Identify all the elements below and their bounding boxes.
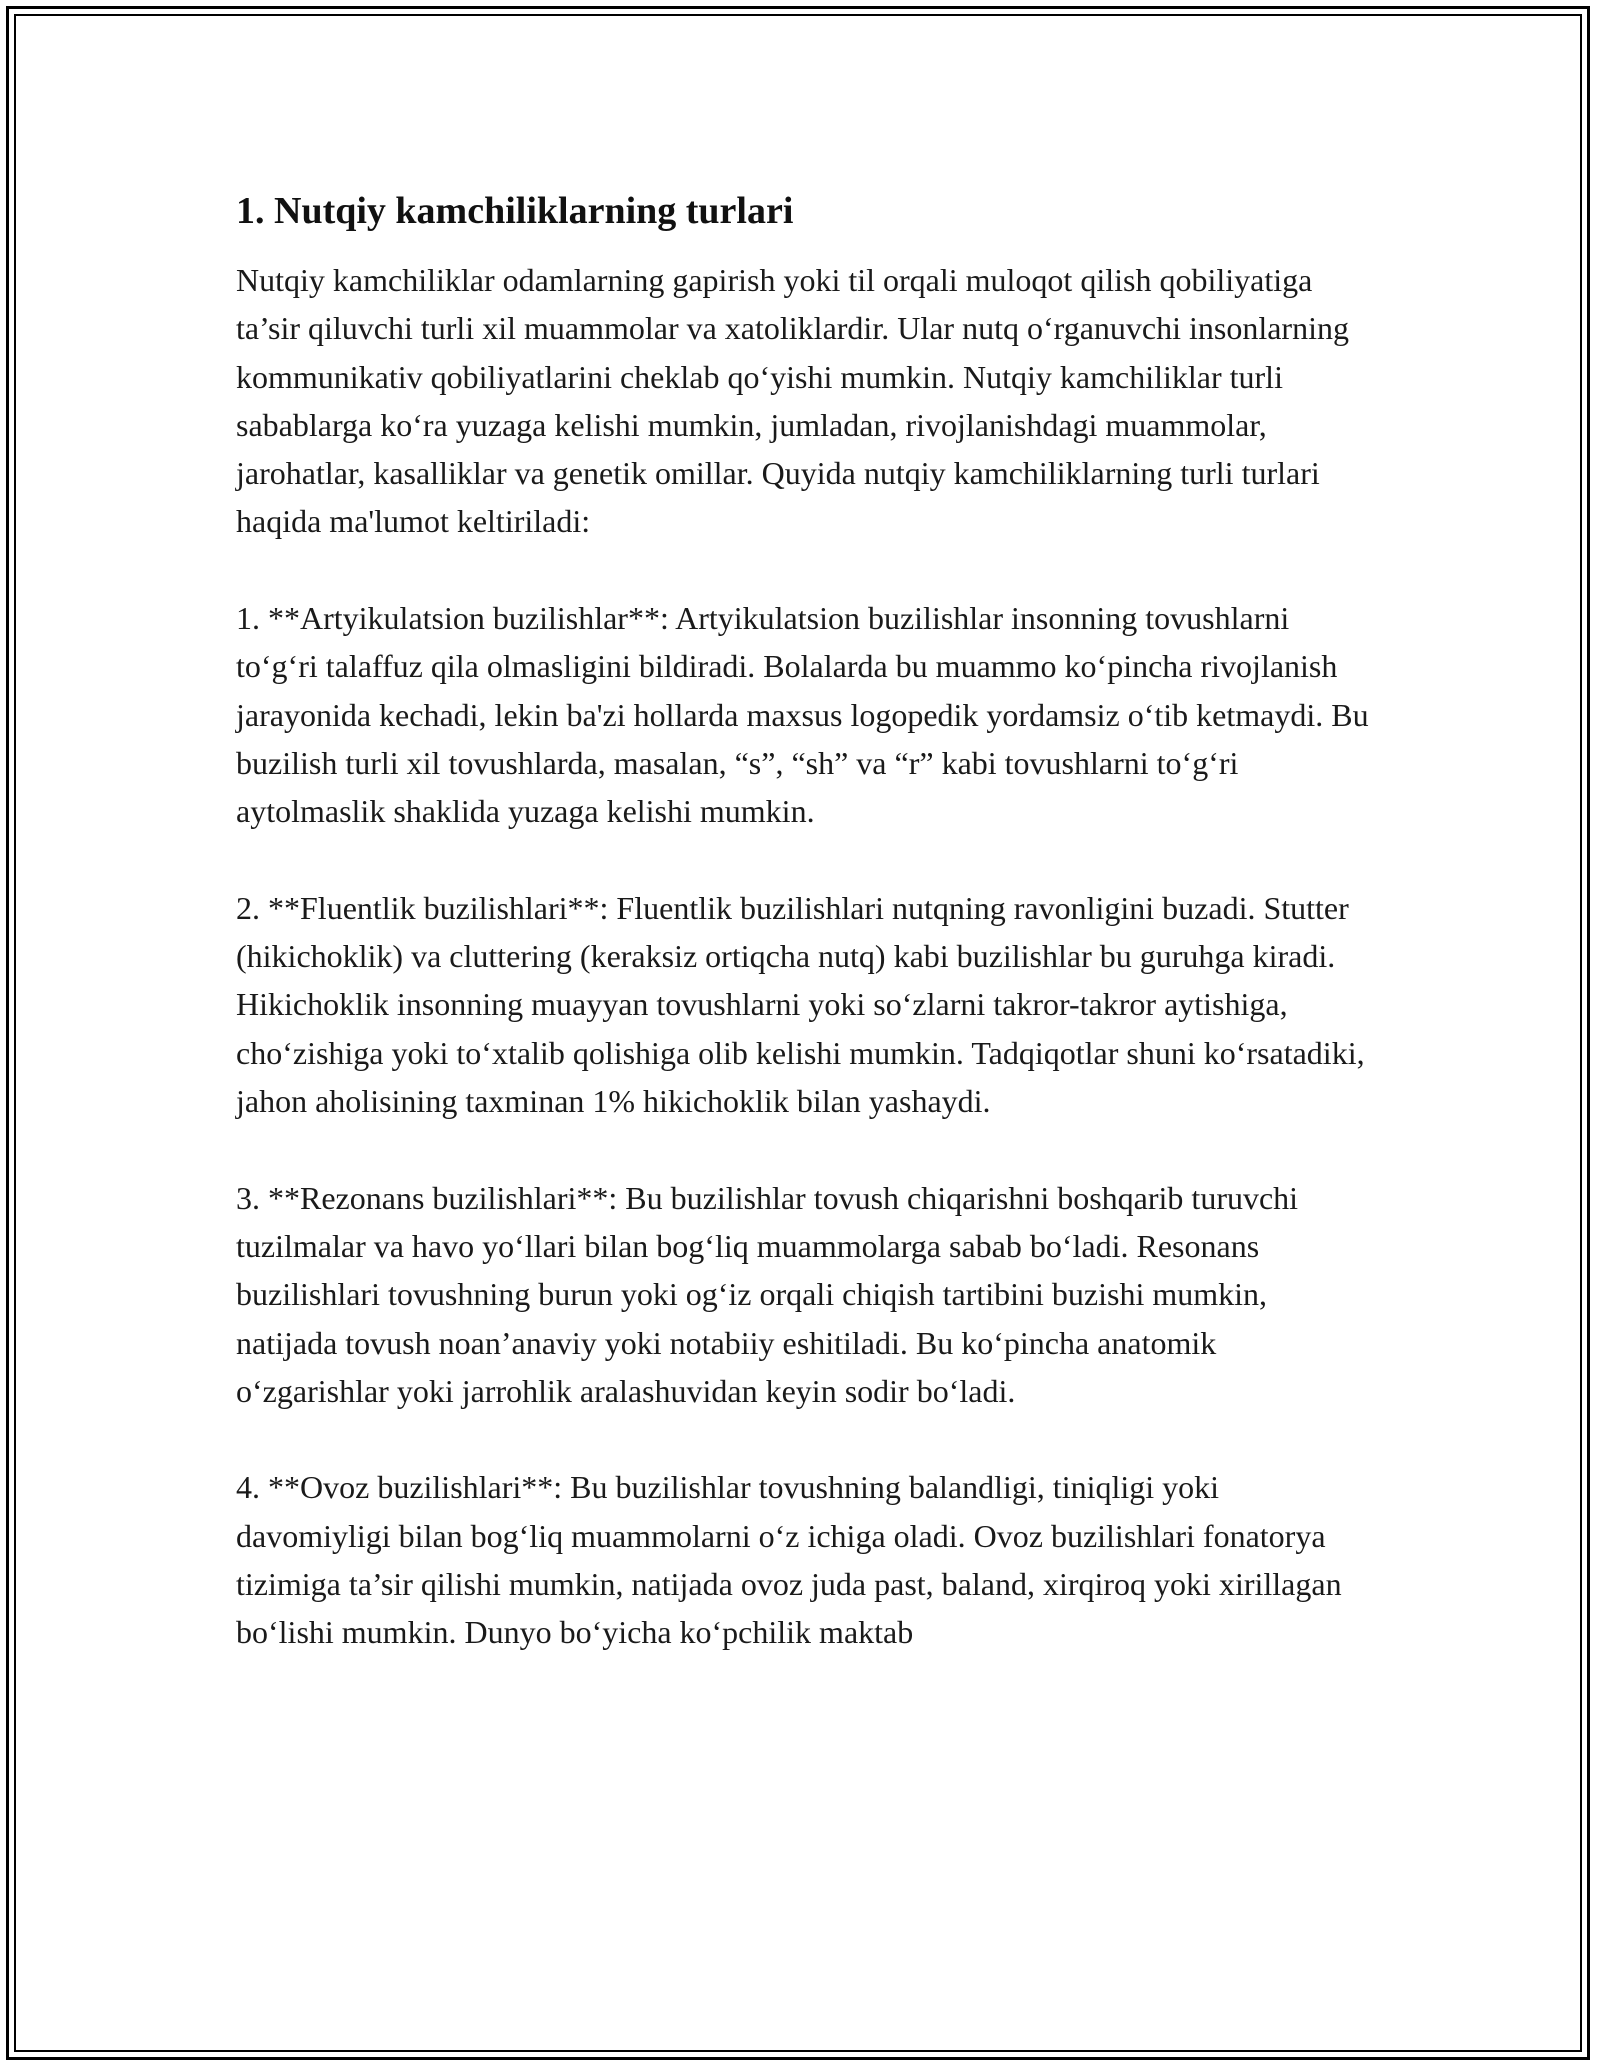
paragraph-articulation: 1. **Artyikulatsion buzilishlar**: Artyikulatsion buzilishlar insonning tovushlarni to‘g‘ri talaffuz qila olmasligini bildiradi. Bolalarda bu muammo ko‘pincha rivojlanish jarayonida kechadi, lekin ba'zi hollarda maxsus logopedik yordamsiz o‘tib ketmaydi. Bu buzilish turli xil tovushlarda, masalan, “s”, “sh” va “r” kabi tovushlarni to‘g‘ri aytolmaslik shaklida yuzaga kelishi mumkin.	[236, 600, 1369, 830]
document-body	[236, 186, 1376, 1705]
section-title: 1. Nutqiy kamchiliklarning turlari	[236, 190, 794, 232]
paragraph-fluency: 2. **Fluentlik buzilishlari**: Fluentlik buzilishlari nutqning ravonligini buzadi. Stutter (hikichoklik) va cluttering (keraksiz ortiqcha nutq) kabi buzilishlar bu guruhga kiradi. Hikichoklik insonning muayyan tovushlarni yoki so‘zlarni takror-takror aytishiga, cho‘zishiga yoki to‘xtalib qolishiga olib kelishi mumkin. Tadqiqotlar shuni ko‘rsatadiki, jahon aholisining taxminan 1% hikichoklik bilan yashaydi.	[236, 889, 1365, 1120]
paragraph-intro: Nutqiy kamchiliklar odamlarning gapirish yoki til orqali muloqot qilish qobiliyatiga ta’sir qiluvchi turli xil muammolar va xatoliklardir. Ular nutq o‘rganuvchi insonlarning kommunikativ qobiliyatlarini cheklab qo‘yishi mumkin. Nutqiy kamchiliklar turli sabablarga ko‘ra yuzaga kelishi mumkin, jumladan, rivojlanishdagi muammolar, jarohatlar, kasalliklar va genetik omillar. Quyida nutqiy kamchiliklarning turli turlari haqida ma'lumot keltiriladi:	[236, 262, 1349, 540]
paragraph-voice: 4. **Ovoz buzilishlari**: Bu buzilishlar tovushning balandligi, tiniqligi yoki davomiyligi bilan bog‘liq muammolarni o‘z ichiga oladi. Ovoz buzilishlari fonatorya tizimiga ta’sir qilishi mumkin, natijada ovoz juda past, baland, xirqiroq yoki xirillagan bo‘lishi mumkin. Dunyo bo‘yicha ko‘pchilik maktab	[236, 1469, 1342, 1651]
paragraph-resonance: 3. **Rezonans buzilishlari**: Bu buzilishlar tovush chiqarishni boshqarib turuvchi tuzilmalar va havo yo‘llari bilan bog‘liq muammolarga sabab bo‘ladi. Resonans buzilishlari tovushning burun yoki og‘iz orqali chiqish tartibini buzishi mumkin, natijada tovush noan’anaviy yoki notabiiy eshitiladi. Bu ko‘pincha anatomik o‘zgarishlar yoki jarrohlik aralashuvidan keyin sodir bo‘ladi.	[236, 1179, 1299, 1409]
